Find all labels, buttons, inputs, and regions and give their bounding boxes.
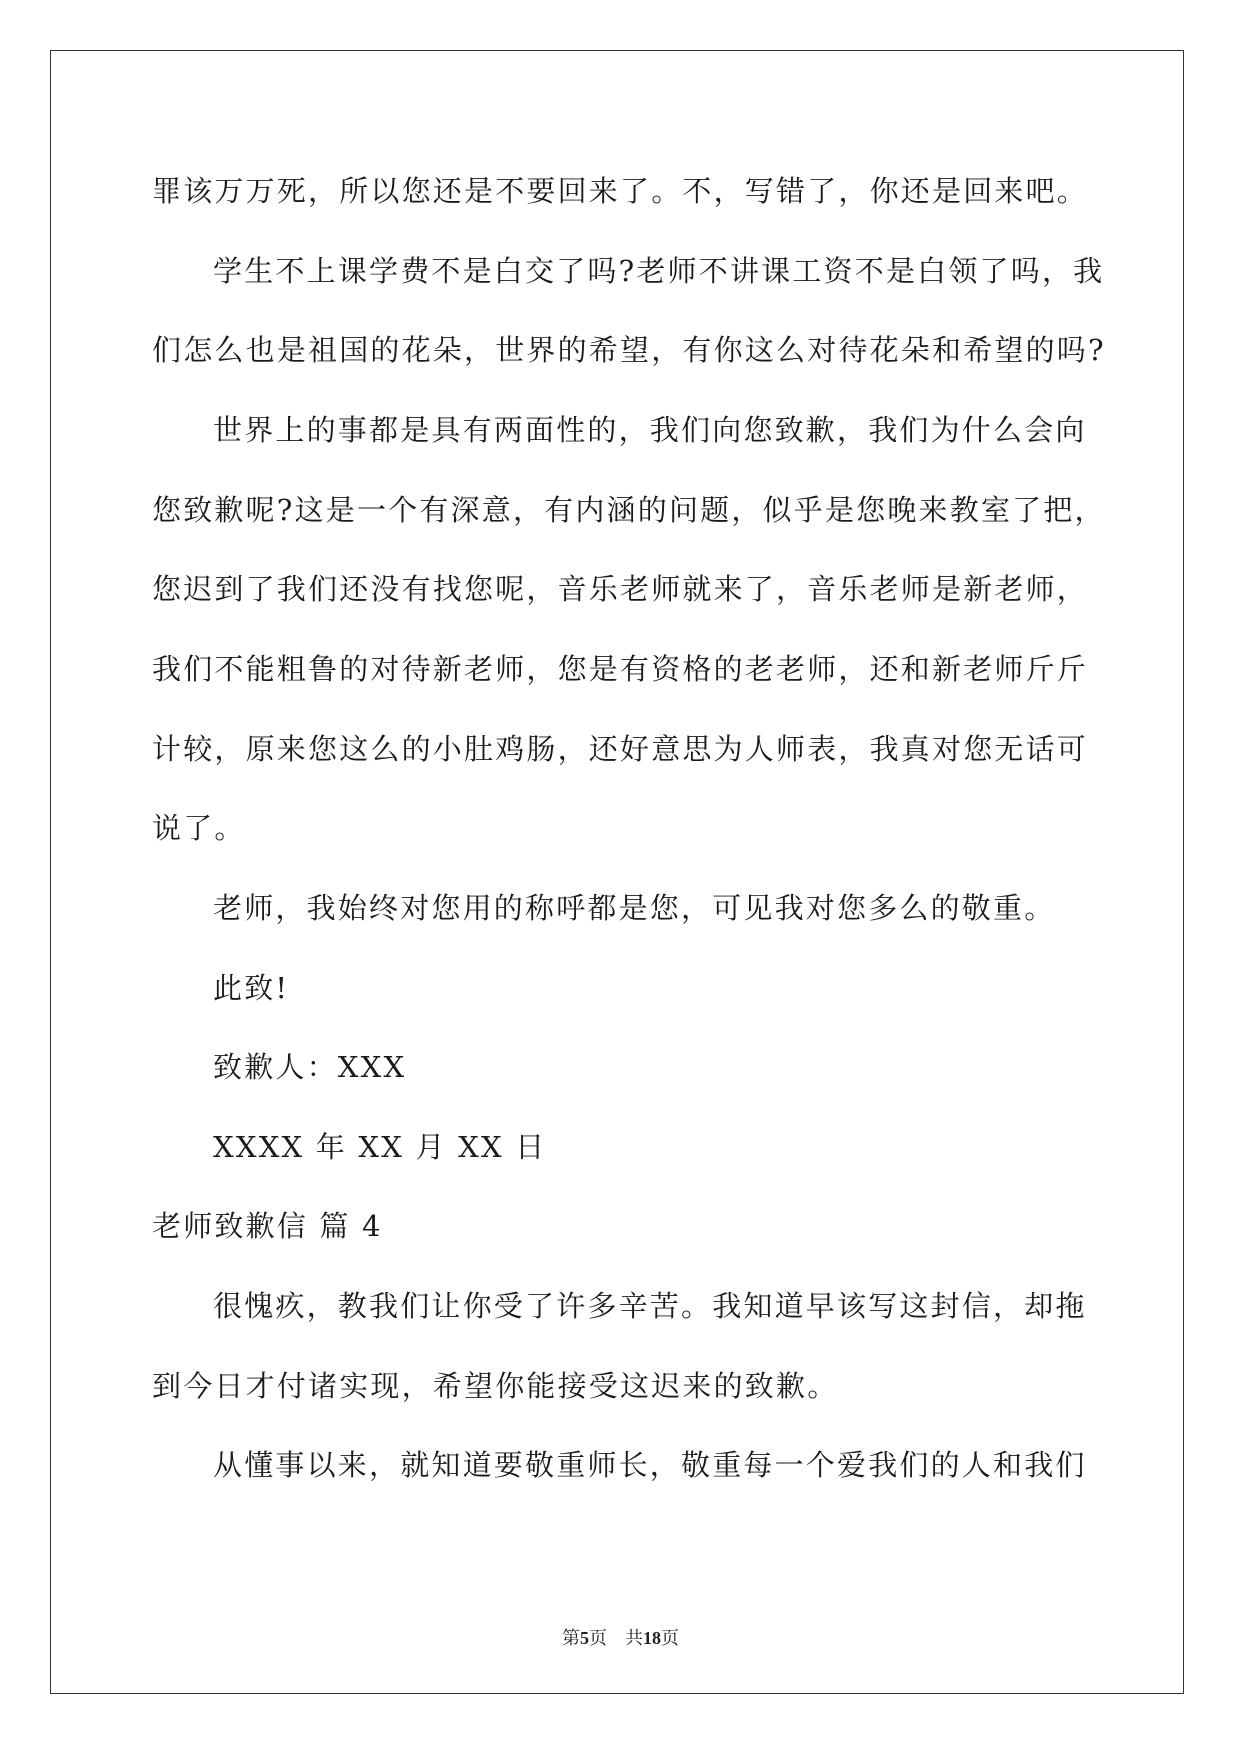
body-line-9: 说了。 bbox=[152, 811, 246, 845]
body-line-5: 您致歉呢?这是一个有深意，有内涵的问题，似乎是您晚来教室了把， bbox=[152, 493, 1106, 527]
signature-line: 致歉人：XXX bbox=[213, 1050, 407, 1084]
page-mid: 页 共 bbox=[589, 1628, 643, 1649]
body-line-7: 我们不能粗鲁的对待新老师，您是有资格的老老师，还和新老师斤斤 bbox=[152, 652, 1089, 686]
body-line-3: 们怎么也是祖国的花朵，世界的希望，有你这么对待花朵和希望的吗? bbox=[152, 333, 1106, 367]
body-line-8: 计较，原来您这么的小肚鸡肠，还好意思为人师表，我真对您无话可 bbox=[152, 732, 1089, 766]
body-line-10: 老师，我始终对您用的称呼都是您，可见我对您多么的敬重。 bbox=[213, 891, 1056, 925]
total-page-number: 18 bbox=[643, 1628, 661, 1648]
page-footer bbox=[0, 1626, 1241, 1651]
body-line-17: 从懂事以来，就知道要敬重师长，敬重每一个爱我们的人和我们 bbox=[213, 1448, 1087, 1482]
body-line-4: 世界上的事都是具有两面性的，我们向您致歉，我们为什么会向 bbox=[213, 413, 1087, 447]
body-line-6: 您迟到了我们还没有找您呢，音乐老师就来了，音乐老师是新老师， bbox=[152, 572, 1089, 606]
closing-salutation: 此致! bbox=[213, 971, 290, 1005]
page-suffix: 页 bbox=[661, 1628, 679, 1649]
current-page-number: 5 bbox=[580, 1628, 589, 1648]
body-line-1: 罪该万万死，所以您还是不要回来了。不，写错了，你还是回来吧。 bbox=[152, 174, 1089, 208]
page-prefix: 第 bbox=[562, 1628, 580, 1649]
body-line-15: 很愧疚，教我们让你受了许多辛苦。我知道早该写这封信，却拖 bbox=[213, 1289, 1087, 1323]
date-line: XXXX 年 XX 月 XX 日 bbox=[213, 1130, 547, 1164]
body-line-2: 学生不上课学费不是白交了吗?老师不讲课工资不是白领了吗，我 bbox=[213, 254, 1105, 288]
body-line-16: 到今日才付诸实现，希望你能接受这迟来的致歉。 bbox=[152, 1369, 839, 1403]
section-heading: 老师致歉信 篇 4 bbox=[152, 1209, 383, 1243]
